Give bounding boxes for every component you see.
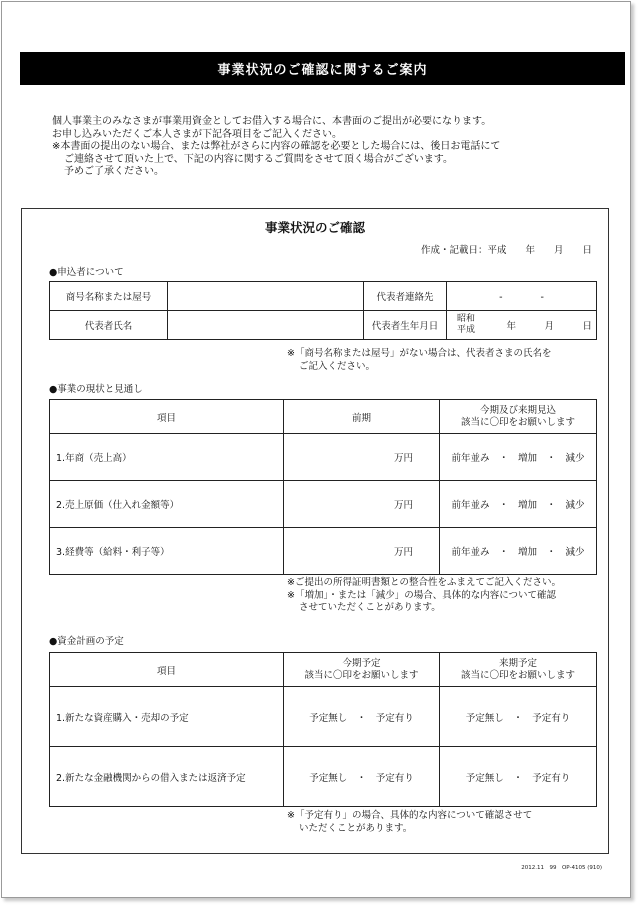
table-row	[50, 481, 597, 528]
note-line: ※「商号名称または屋号」がない場合は、代表者さまの氏名を	[287, 348, 552, 359]
era-showa: 昭和	[457, 314, 476, 324]
contact-field[interactable]	[447, 282, 597, 311]
col-next-header	[440, 653, 597, 687]
prev-amount-field[interactable]	[284, 434, 440, 481]
col-next-header-line2: 該当に〇印をお願いします	[460, 416, 575, 428]
unit-label: 万円	[393, 547, 413, 558]
trade-name-label: 商号名称または屋号	[50, 282, 168, 311]
row-label: 1.年商（売上高）	[50, 434, 284, 481]
col-cur-header-line2: 該当に〇印をお願いします	[304, 669, 419, 681]
note-line: ※ご提出の所得証明書類との整合性をふまえてご記入ください。	[287, 577, 561, 588]
col-next-header-line1: 来期予定	[498, 657, 537, 669]
col-item-header: 項目	[50, 653, 284, 687]
col-item-header: 項目	[50, 400, 284, 434]
intro-text	[52, 116, 612, 179]
row-label: 3.経費等（給料・利子等）	[50, 528, 284, 575]
option-select[interactable]: 予定無し ・ 予定有り	[440, 687, 597, 747]
table-row	[50, 747, 597, 807]
birth-label: 代表者生年月日	[364, 311, 447, 340]
birth-field[interactable]	[447, 311, 597, 340]
birth-date-fields: 年 月 日	[506, 321, 592, 332]
prev-amount-field[interactable]	[284, 481, 440, 528]
era-heisei: 平成	[457, 325, 476, 335]
intro-line: ※本書面の提出のない場合、または弊社がさらに内容の確認を必要とした場合には、後日お電話にて	[52, 141, 501, 152]
applicant-note	[287, 348, 551, 373]
trade-name-field[interactable]	[168, 282, 364, 311]
col-cur-header-line1: 今期予定	[342, 657, 381, 669]
intro-line: 予めご了承ください。	[64, 166, 164, 177]
table-row	[50, 528, 597, 575]
note-line: ※「予定有り」の場合、具体的な内容について確認させて	[287, 810, 533, 821]
contact-label: 代表者連絡先	[364, 282, 447, 311]
row-label: 2.新たな金融機関からの借入または返済予定	[50, 747, 284, 807]
option-select[interactable]: 前年並み ・ 増加 ・ 減少	[440, 434, 597, 481]
col-next-header-line1: 今期及び来期見込	[479, 404, 556, 416]
intro-line: 個人事業主のみなさまが事業用資金としてお借入する場合に、本書面のご提出が必要になります。	[52, 116, 492, 127]
rep-name-field[interactable]	[168, 311, 364, 340]
col-next-header-line2: 該当に〇印をお願いします	[460, 669, 575, 681]
col-prev-header: 前期	[284, 400, 440, 434]
contact-placeholder: - -	[499, 292, 544, 303]
table-row	[50, 434, 597, 481]
form-title: 事業状況のご確認	[264, 220, 365, 235]
option-select[interactable]: 前年並み ・ 増加 ・ 減少	[440, 481, 597, 528]
footer-code: 2012.11 99 OP-4105 (910)	[521, 865, 602, 871]
col-cur-header	[284, 653, 440, 687]
funding-table	[49, 652, 597, 807]
rep-name-label: 代表者氏名	[50, 311, 168, 340]
intro-line: お申し込みいただくご本人さまが下記各項目をご記入ください。	[52, 128, 342, 140]
section-heading-applicant: ●申込者について	[49, 267, 124, 278]
unit-label: 万円	[393, 500, 413, 511]
section-heading-business: ●事業の現状と見通し	[49, 384, 143, 395]
page-title: 事業状況のご確認に関するご案内	[20, 52, 625, 85]
option-select[interactable]: 予定無し ・ 予定有り	[284, 747, 440, 807]
note-line: させていただくことがあります。	[299, 602, 441, 613]
note-line: ご記入ください。	[299, 360, 376, 372]
note-line: いただくことがあります。	[299, 822, 413, 834]
note-line: ※「増加」・または「減少」の場合、具体的な内容について確認	[287, 589, 557, 601]
option-select[interactable]: 予定無し ・ 予定有り	[440, 747, 597, 807]
col-next-header	[440, 400, 597, 434]
date-field[interactable]: 作成・記載日：平成 年 月 日	[420, 245, 592, 256]
option-select[interactable]: 予定無し ・ 予定有り	[284, 687, 440, 747]
applicant-table	[49, 281, 597, 340]
section-heading-funding: ●資金計画の予定	[49, 636, 124, 647]
unit-label: 万円	[393, 453, 413, 464]
business-table	[49, 399, 597, 575]
form-frame	[21, 208, 609, 854]
prev-amount-field[interactable]	[284, 528, 440, 575]
business-note	[287, 577, 561, 615]
row-label: 1.新たな資産購入・売却の予定	[50, 687, 284, 747]
row-label: 2.売上原価（仕入れ金額等）	[50, 481, 284, 528]
option-select[interactable]: 前年並み ・ 増加 ・ 減少	[440, 528, 597, 575]
table-row	[50, 687, 597, 747]
intro-line: ご連絡させて頂いた上で、下記の内容に関するご質問をさせて頂く場合がございます。	[64, 153, 453, 165]
funding-note	[287, 810, 532, 835]
